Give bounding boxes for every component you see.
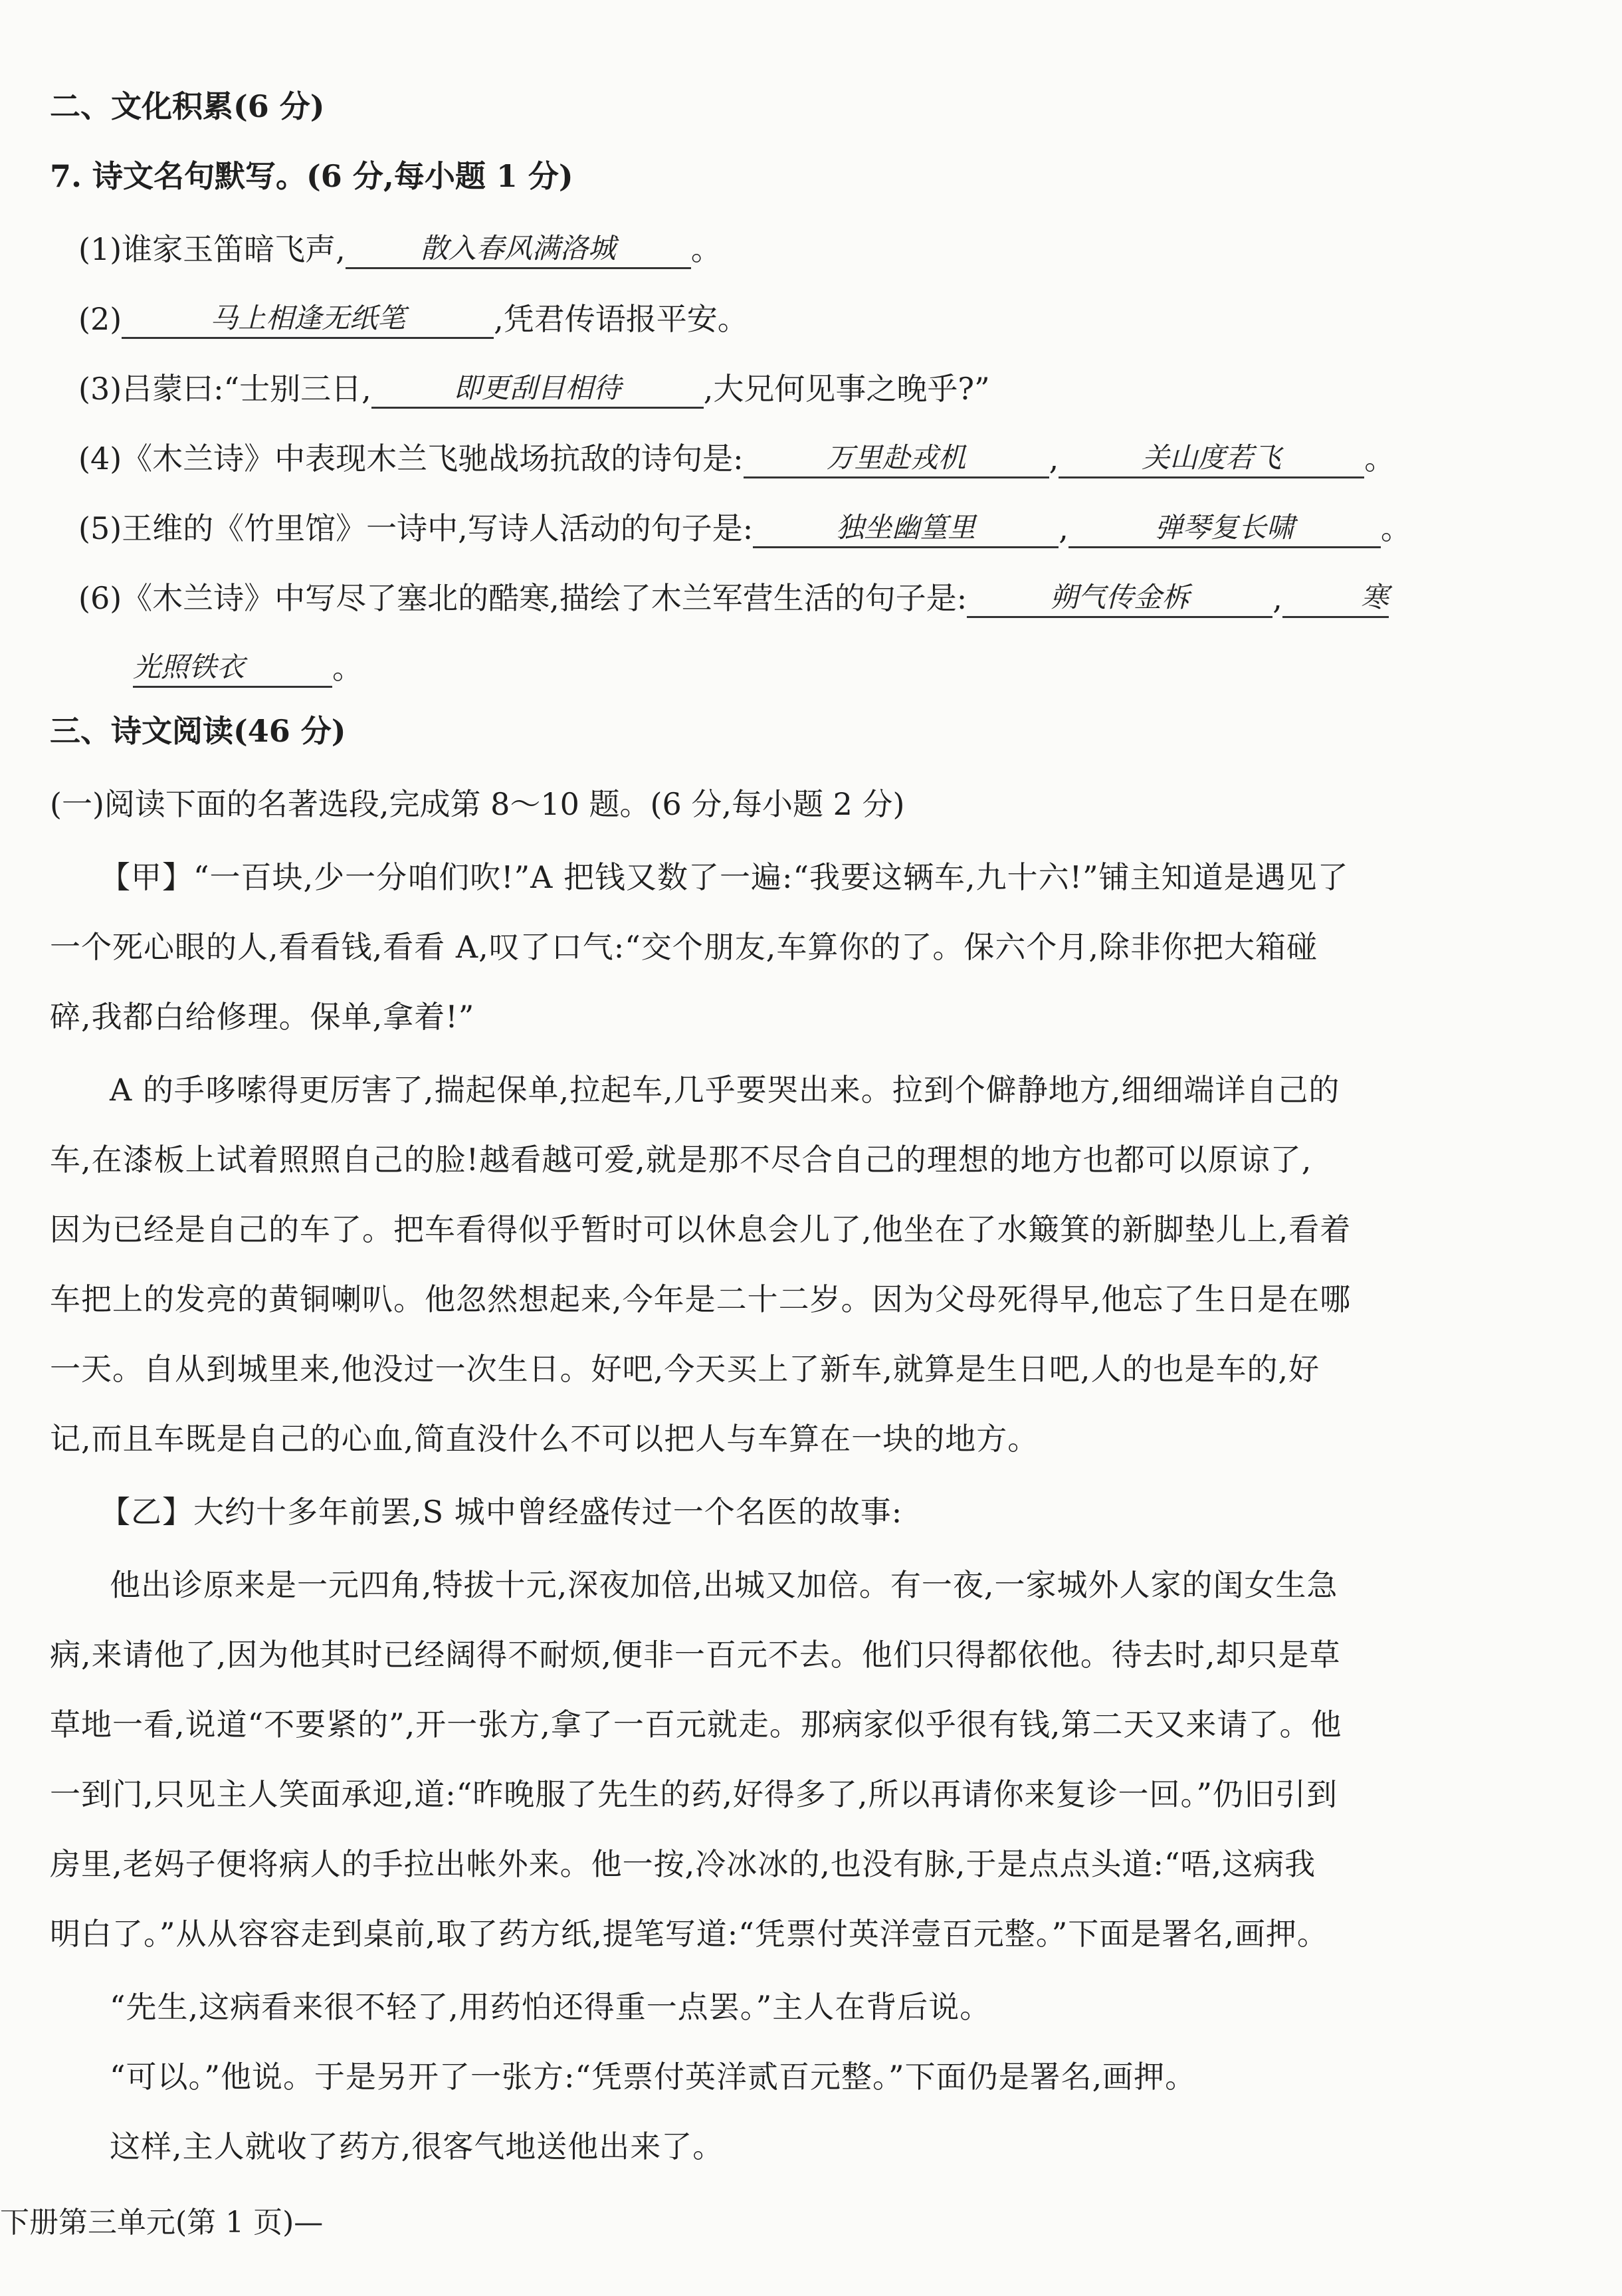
passage-line: 因为已经是自己的车了。把车看得似乎暂时可以休息会儿了,他坐在了水簸箕的新脚垫儿上,看着 bbox=[50, 1211, 1352, 1247]
passage-line: 记,而且车既是自己的心血,简直没什么不可以把人与车算在一块的地方。 bbox=[50, 1421, 1039, 1457]
q7-item-6 bbox=[78, 578, 1389, 618]
item4-suffix: 。 bbox=[1364, 441, 1395, 476]
item5-answer1: 独坐幽篁里 bbox=[753, 509, 1059, 548]
passage-line: 房里,老妈子便将病人的手拉出帐外来。他一按,冷冰冰的,也没有脉,于是点点头道:“唔,这病我 bbox=[50, 1846, 1316, 1882]
q7-title-text: 7. 诗文名句默写。(6 分,每小题 1 分) bbox=[50, 158, 573, 194]
item2-suffix: ,凭君传语报平安。 bbox=[494, 301, 748, 337]
passage-line: 一天。自从到城里来,他没过一次生日。好吧,今天买上了新车,就算是生日吧,人的也是车的,好 bbox=[50, 1351, 1320, 1387]
passage-line: 病,来请他了,因为他其时已经阔得不耐烦,便非一百元不去。他们只得都依他。待去时,却只是草 bbox=[50, 1637, 1341, 1673]
passage-line: 明白了。”从从容容走到桌前,取了药方纸,提笔写道:“凭票付英洋壹百元整。”下面是署名,画押。 bbox=[50, 1916, 1328, 1952]
item6-prefix: (6)《木兰诗》中写尽了塞北的酷寒,描绘了木兰军营生活的句子是: bbox=[78, 580, 967, 616]
passage-line: “先生,这病看来很不轻了,用药怕还得重一点罢。”主人在背后说。 bbox=[110, 1989, 991, 2025]
passage-line: 车,在漆板上试着照照自己的脸!越看越可爱,就是那不尽合自己的理想的地方也都可以原谅了, bbox=[50, 1142, 1312, 1178]
section2-heading: 二、文化积累(6 分) bbox=[50, 88, 325, 124]
item4-answer1: 万里赴戎机 bbox=[744, 439, 1049, 478]
item5-answer2: 弹琴复长啸 bbox=[1068, 509, 1381, 548]
passage-line: 这样,主人就收了药方,很客气地送他出来了。 bbox=[110, 2129, 724, 2164]
passage-line: A 的手哆嗦得更厉害了,揣起保单,拉起车,几乎要哭出来。拉到个僻静地方,细细端详自己的 bbox=[110, 1072, 1340, 1108]
item5-suffix: 。 bbox=[1380, 510, 1411, 546]
passage-line: 【甲】“一百块,少一分咱们吹!”A 把钱又数了一遍:“我要这辆车,九十六!”铺主知道是遇见了 bbox=[100, 859, 1349, 895]
section3-heading: 三、诗文阅读(46 分) bbox=[50, 713, 346, 749]
passage-line: 车把上的发亮的黄铜喇叭。他忽然想起来,今年是二十二岁。因为父母死得早,他忘了生日是在哪 bbox=[50, 1281, 1352, 1317]
q7-item-6-cont bbox=[133, 648, 363, 688]
item4-answer2: 关山度若飞 bbox=[1059, 439, 1364, 478]
item1-prefix: (1)谁家玉笛暗飞声, bbox=[78, 231, 346, 267]
item3-suffix: ,大兄何见事之晚乎?” bbox=[703, 371, 990, 407]
item6-answer2-part2: 光照铁衣 bbox=[133, 649, 332, 688]
passage-line: “可以。”他说。于是另开了一张方:“凭票付英洋贰百元整。”下面仍是署名,画押。 bbox=[110, 2059, 1197, 2095]
item2-prefix: (2) bbox=[78, 301, 122, 337]
item1-suffix: 。 bbox=[690, 231, 722, 267]
item4-mid: , bbox=[1049, 441, 1059, 476]
item6-answer2-part1: 寒 bbox=[1282, 579, 1389, 618]
item3-answer: 即更刮目相待 bbox=[371, 369, 704, 409]
q7-item-2 bbox=[78, 299, 748, 339]
item1-answer: 散入春风满洛城 bbox=[346, 230, 691, 269]
passage-line: 一个死心眼的人,看看钱,看看 A,叹了口气:“交个朋友,车算你的了。保六个月,除非你把大箱碰 bbox=[50, 929, 1318, 965]
passage-line: 草地一看,说道“不要紧的”,开一张方,拿了一百元就走。那病家似乎很有钱,第二天又来请了。他 bbox=[50, 1707, 1342, 1742]
passage-line: 一到门,只见主人笑面承迎,道:“昨晚服了先生的药,好得多了,所以再请你来复诊一回。”仍旧引到 bbox=[50, 1776, 1338, 1812]
q7-item-1 bbox=[78, 229, 722, 269]
passage-line: 【乙】大约十多年前罢,S 城中曾经盛传过一个名医的故事: bbox=[100, 1494, 903, 1530]
item6-suffix: 。 bbox=[332, 650, 363, 686]
passage-line: 他出诊原来是一元四角,特拔十元,深夜加倍,出城又加倍。有一夜,一家城外人家的闺女生急 bbox=[110, 1567, 1338, 1603]
q7-item-4 bbox=[78, 439, 1395, 478]
part1-title: (一)阅读下面的名著选段,完成第 8～10 题。(6 分,每小题 2 分) bbox=[50, 786, 905, 822]
item3-prefix: (3)吕蒙曰:“士别三日, bbox=[78, 371, 371, 407]
passage-line: 碎,我都白给修理。保单,拿着!” bbox=[50, 999, 475, 1035]
item5-mid: , bbox=[1059, 510, 1068, 546]
item5-prefix: (5)王维的《竹里馆》一诗中,写诗人活动的句子是: bbox=[78, 510, 754, 546]
item4-prefix: (4)《木兰诗》中表现木兰飞驰战场抗敌的诗句是: bbox=[78, 441, 744, 476]
item6-mid: , bbox=[1272, 580, 1282, 616]
item6-answer1: 朔气传金柝 bbox=[967, 579, 1272, 618]
page-footer: 下册第三单元(第 1 页)— bbox=[0, 2206, 324, 2240]
q7-item-3 bbox=[78, 369, 990, 409]
item2-answer: 马上相逢无纸笔 bbox=[122, 300, 494, 339]
q7-title bbox=[50, 156, 573, 196]
q7-item-5 bbox=[78, 508, 1411, 548]
